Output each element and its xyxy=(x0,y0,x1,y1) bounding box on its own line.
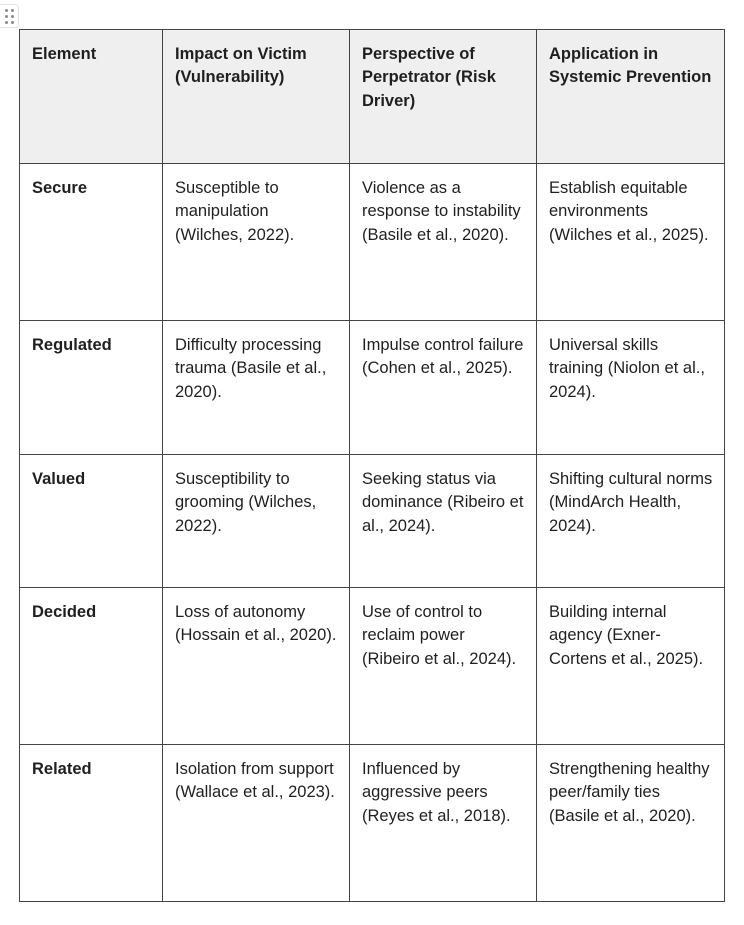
row-element-label[interactable]: Regulated xyxy=(20,321,163,455)
row-element-label[interactable]: Secure xyxy=(20,164,163,321)
perpetrator-perspective-cell[interactable]: Impulse control failure (Cohen et al., 2025). xyxy=(350,321,537,455)
drag-dot-icon xyxy=(11,15,14,18)
row-element-label[interactable]: Valued xyxy=(20,455,163,588)
prevention-application-cell[interactable]: Shifting cultural norms (MindArch Health, 2024). xyxy=(537,455,725,588)
table-header-row xyxy=(20,30,725,164)
table-row-decided xyxy=(20,588,725,745)
perpetrator-perspective-cell[interactable]: Violence as a response to instability (Basile et al., 2020). xyxy=(350,164,537,321)
prevention-application-cell[interactable]: Building internal agency (Exner-Cortens et al., 2025). xyxy=(537,588,725,745)
framework-table xyxy=(19,29,725,902)
perpetrator-perspective-cell[interactable]: Influenced by aggressive peers (Reyes et al., 2018). xyxy=(350,745,537,902)
perpetrator-perspective-cell[interactable]: Use of control to reclaim power (Ribeiro et al., 2024). xyxy=(350,588,537,745)
table-row-related xyxy=(20,745,725,902)
victim-impact-cell[interactable]: Loss of autonomy (Hossain et al., 2020). xyxy=(163,588,350,745)
drag-dot-icon xyxy=(11,21,14,24)
victim-impact-cell[interactable]: Isolation from support (Wallace et al., 2023). xyxy=(163,745,350,902)
victim-impact-cell[interactable]: Susceptible to manipulation (Wilches, 2022). xyxy=(163,164,350,321)
drag-dot-icon xyxy=(5,21,8,24)
perpetrator-perspective-cell[interactable]: Seeking status via dominance (Ribeiro et al., 2024). xyxy=(350,455,537,588)
victim-impact-cell[interactable]: Difficulty processing trauma (Basile et al., 2020). xyxy=(163,321,350,455)
prevention-application-cell[interactable]: Universal skills training (Niolon et al., 2024). xyxy=(537,321,725,455)
row-element-label[interactable]: Related xyxy=(20,745,163,902)
prevention-application-cell[interactable]: Establish equitable environments (Wilches et al., 2025). xyxy=(537,164,725,321)
drag-dot-icon xyxy=(11,9,14,12)
header-impact-on-victim[interactable]: Impact on Victim (Vulnerability) xyxy=(163,30,350,164)
table-row-regulated xyxy=(20,321,725,455)
row-element-label[interactable]: Decided xyxy=(20,588,163,745)
prevention-application-cell[interactable]: Strengthening healthy peer/family ties (Basile et al., 2020). xyxy=(537,745,725,902)
table-row-secure xyxy=(20,164,725,321)
victim-impact-cell[interactable]: Susceptibility to grooming (Wilches, 2022). xyxy=(163,455,350,588)
drag-dot-icon xyxy=(5,9,8,12)
header-application-in-prevention[interactable]: Application in Systemic Prevention xyxy=(537,30,725,164)
table-drag-handle[interactable] xyxy=(0,4,19,28)
header-perspective-of-perpetrator[interactable]: Perspective of Perpetrator (Risk Driver) xyxy=(350,30,537,164)
header-element[interactable]: Element xyxy=(20,30,163,164)
drag-dot-icon xyxy=(5,15,8,18)
table-row-valued xyxy=(20,455,725,588)
